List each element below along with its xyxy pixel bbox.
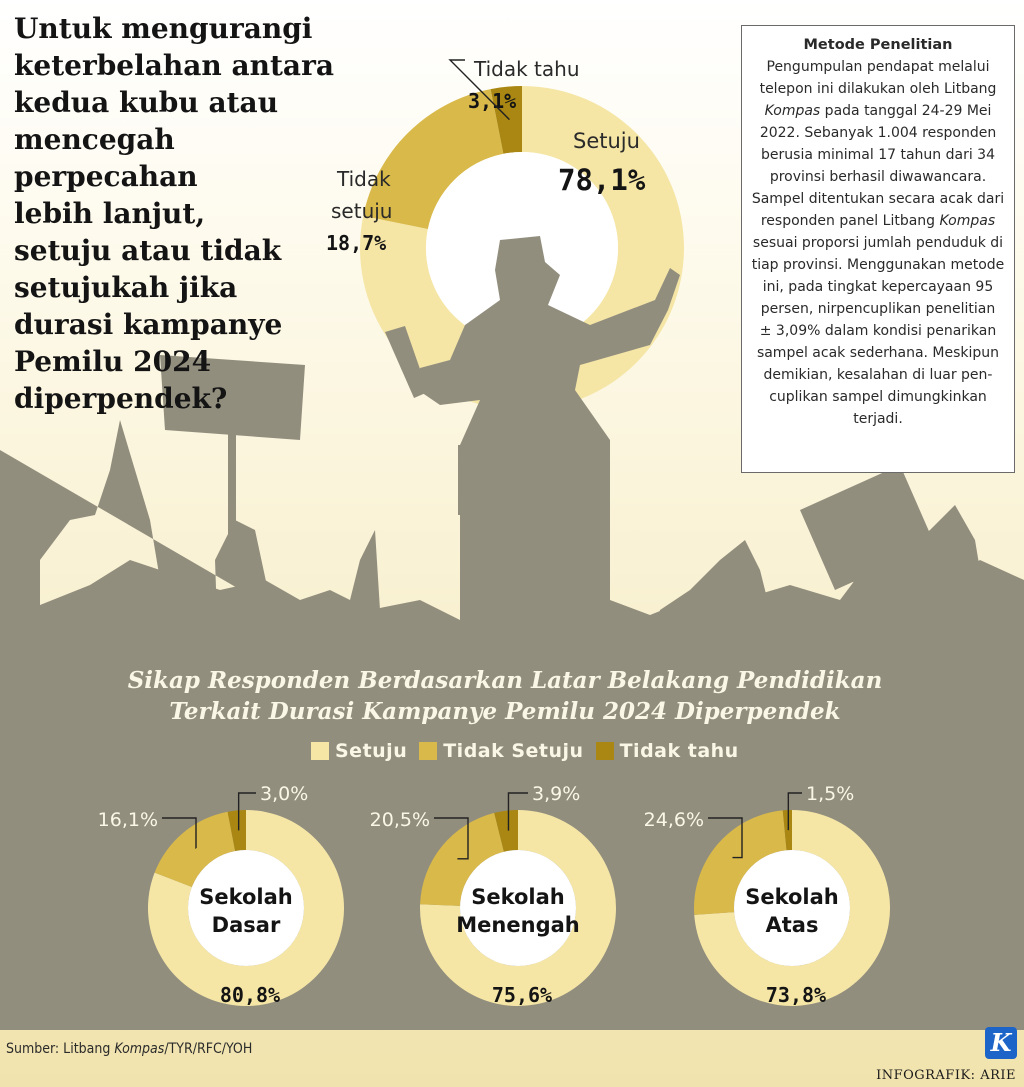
edu-donut-0-name2: Dasar — [211, 913, 281, 937]
method-title: Metode Penelitian — [803, 37, 953, 53]
legend-label-setuju: Setuju — [335, 740, 408, 762]
edu-donut-0-value-setuju: 80,8% — [219, 983, 281, 1007]
edu-donut-0-value-tidak-tahu: 3,0% — [260, 783, 309, 805]
education-donut-charts — [98, 783, 890, 1007]
legend-label-tidak-tahu: Tidak tahu — [619, 740, 739, 762]
legend-swatch-tidak-tahu — [596, 742, 614, 760]
legend-swatch-setuju — [311, 742, 329, 760]
headline-question: Untuk mengurangi keterbelahan antara kedua kubu atau mencegah perpecahan lebih lanjut, setuju atau tidak setujukah jika durasi kampanye Pemilu 2024 diperpendek? — [14, 12, 334, 415]
legend-label-tidak-setuju: Tidak Setuju — [443, 740, 584, 762]
section-title-line1: Sikap Responden Berdasarkan Latar Belakang Pendidikan — [127, 667, 883, 694]
legend-item-setuju — [311, 740, 407, 762]
edu-donut-0-value-tidak-setuju: 16,1% — [97, 809, 158, 831]
edu-donut-2-value-setuju: 73,8% — [765, 983, 827, 1007]
kompas-logo: K — [985, 1027, 1017, 1059]
edu-donut-1-value-tidak-tahu: 3,9% — [532, 783, 581, 805]
main-label-tidak-setuju-name1: Tidak — [337, 167, 391, 191]
edu-donut-1-name2: Menengah — [456, 913, 580, 937]
edu-donut-1-value-tidak-setuju: 20,5% — [369, 809, 430, 831]
edu-donut-2-value-tidak-setuju: 24,6% — [643, 809, 704, 831]
main-label-tidak-setuju-value: 18,7% — [326, 231, 387, 255]
edu-donut-2-name2: Atas — [765, 913, 819, 937]
legend-item-tidak-tahu — [596, 740, 739, 762]
section-title-line2: Terkait Durasi Kampanye Pemilu 2024 Diperpendek — [169, 698, 841, 725]
main-label-setuju-name: Setuju — [573, 129, 640, 153]
infographic-credit: INFOGRAFIK: ARIE — [876, 1068, 1016, 1083]
edu-donut-0-name1: Sekolah — [199, 885, 293, 909]
legend-swatch-tidak-setuju — [419, 742, 437, 760]
edu-donut-2-value-tidak-tahu: 1,5% — [806, 783, 855, 805]
edu-donut-2-name1: Sekolah — [745, 885, 839, 909]
edu-donut-1-name1: Sekolah — [471, 885, 565, 909]
legend — [311, 737, 751, 765]
main-label-tidak-setuju-name2: setuju — [331, 199, 393, 223]
main-label-setuju-value: 78,1% — [558, 163, 646, 197]
source-credit: Sumber: Litbang Kompas/TYR/RFC/YOH — [6, 1041, 253, 1057]
edu-donut-1-value-setuju: 75,6% — [491, 983, 553, 1007]
method-box — [741, 25, 1015, 473]
section-title — [95, 665, 915, 727]
method-text: Pengumpulan pendapat melalui telepon ini dilakukan oleh Litbang Kompas pada tanggal 24-29 Mei 2022. Sebanyak 1.004 responden berusia minimal 17 tahun dari 34 provinsi berhasil diwawancara. Sampel ditentukan secara acak dari responden panel Litbang Kompas sesuai proporsi jumlah penduduk di tiap provinsi. Menggunakan metode ini, pada tingkat kepercayaan 95 persen, nirpencuplikan penelitian ± 3,09% dalam kondisi penarikan sampel acak sederhana. Meskipun demikian, kesalahan di luar pen- cuplikan sampel dimungkinkan terjadi. — [751, 59, 1005, 427]
main-label-tidak-tahu-value: 3,1% — [468, 89, 517, 113]
main-label-tidak-tahu-name: Tidak tahu — [474, 57, 580, 81]
legend-item-tidak-setuju — [419, 740, 583, 762]
